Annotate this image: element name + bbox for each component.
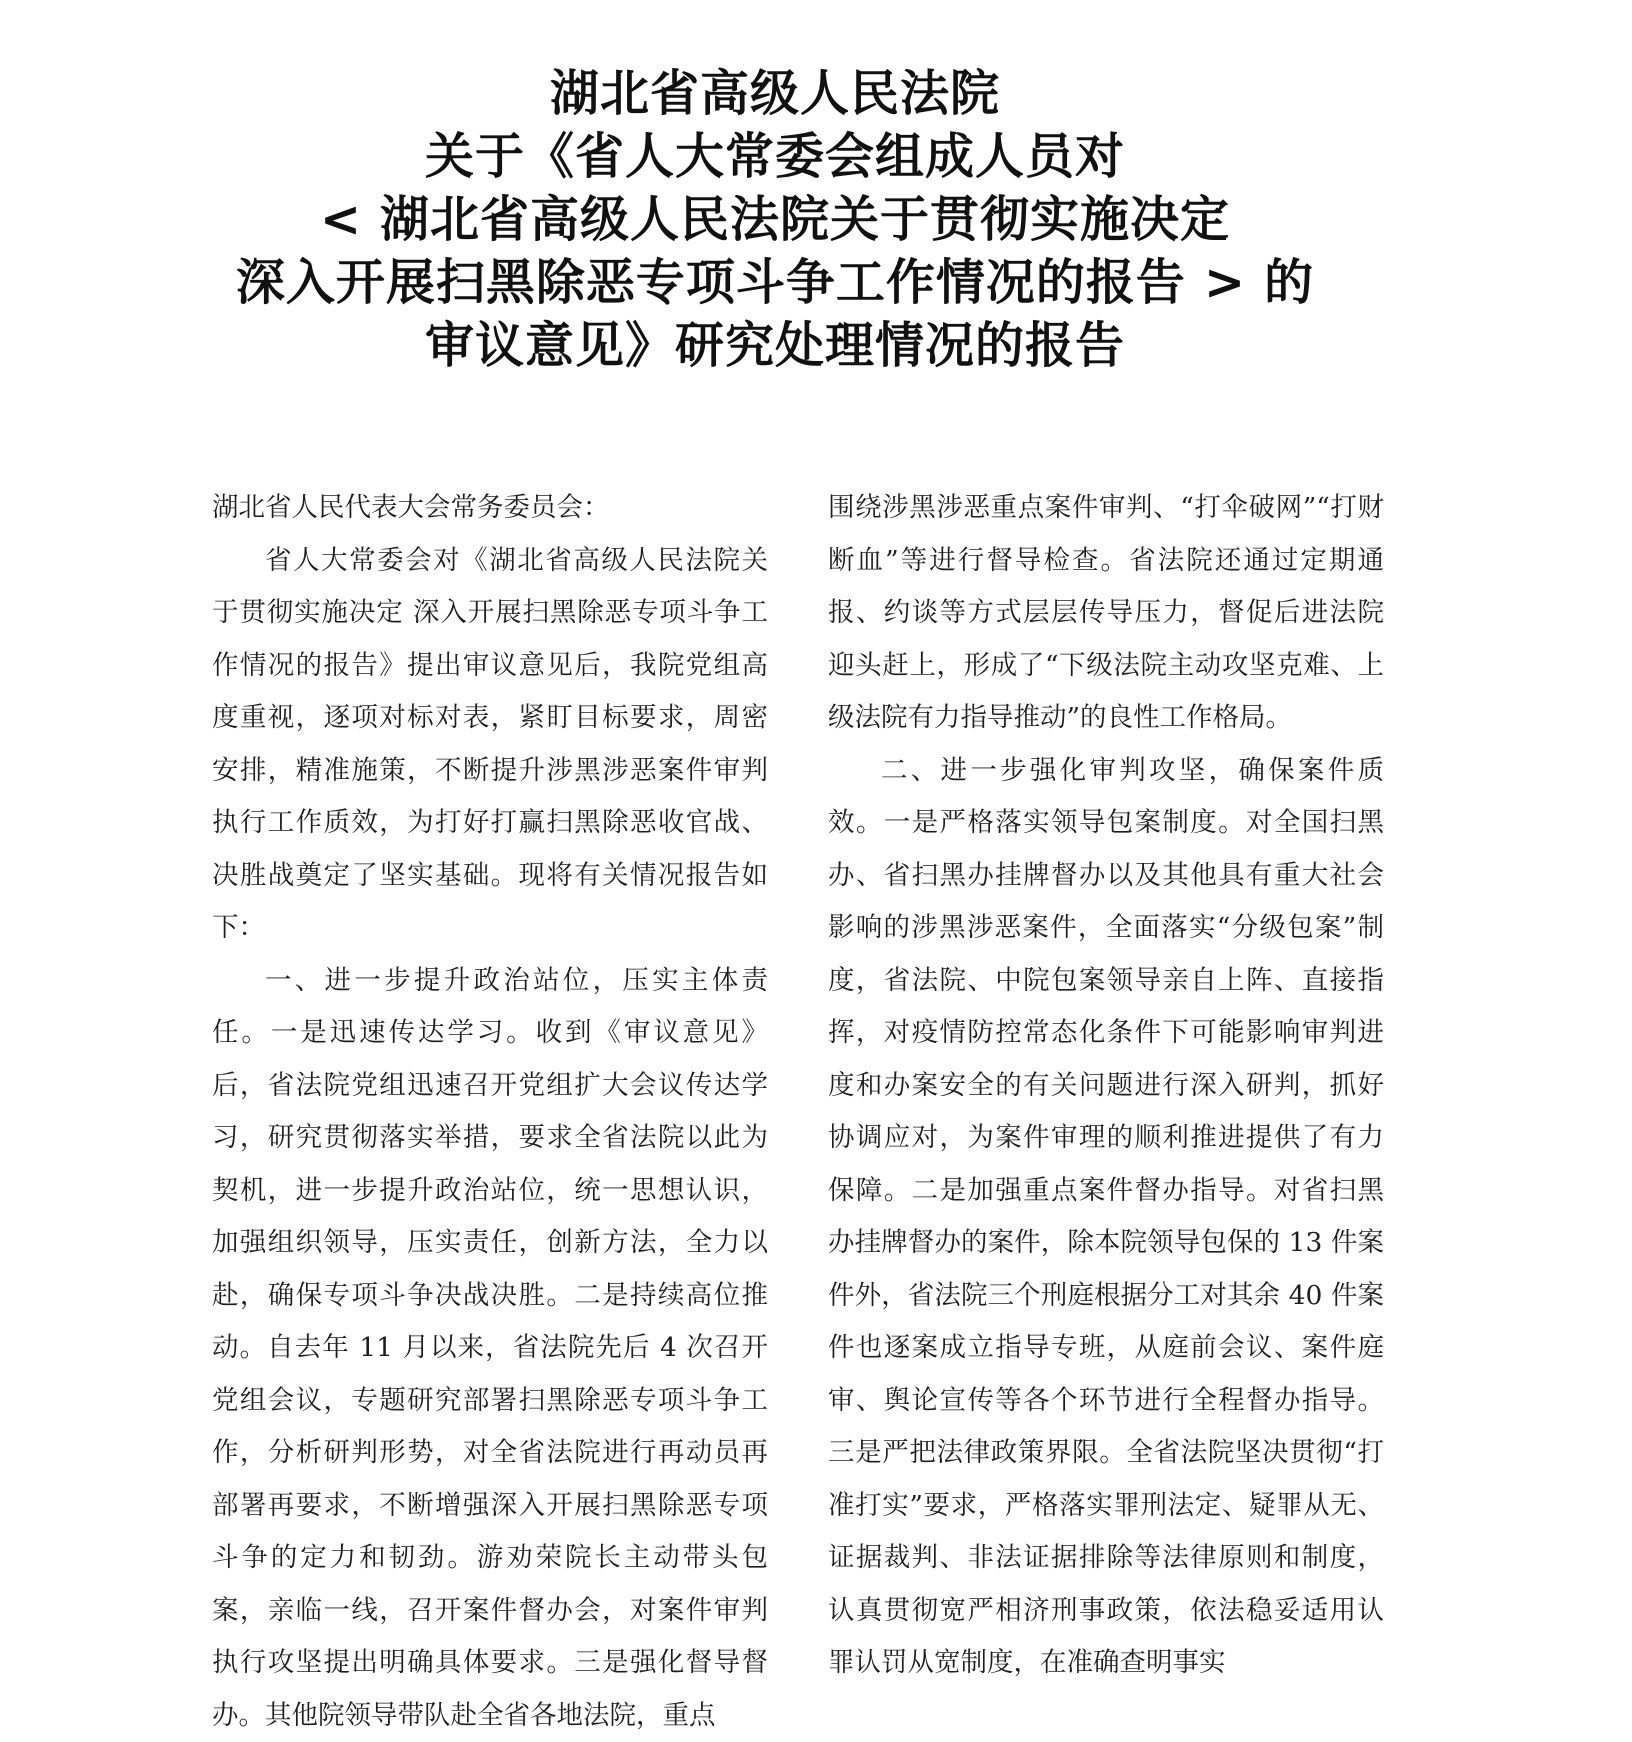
section-one-continuation: 围绕涉黑涉恶重点案件审判、“打伞破网”“打财断血”等进行督导检查。省法院还通过定期通报、约谈等方式层层传导压力，督促后进法院迎头赶上，形成了“下级法院主动攻坚克难、上级法院有力指导推动”的良性工作格局。 (828, 482, 1384, 745)
title-line-5: 审议意见》研究处理情况的报告 (200, 314, 1350, 377)
section-two-paragraph: 二、进一步强化审判攻坚，确保案件质效。一是严格落实领导包案制度。对全国扫黑办、省扫黑办挂牌督办以及其他具有重大社会影响的涉黑涉恶案件，全面落实“分级包案”制度，省法院、中院包案领导亲自上阵、直接指挥，对疫情防控常态化条件下可能影响审判进度和办案安全的有关问题进行深入研判，抓好协调应对，为案件审理的顺利推进提供了有力保障。二是加强重点案件督办指导。对省扫黑办挂牌督办的案件，除本院领导包保的 13 件案件外，省法院三个刑庭根据分工对其余 40 件案件也逐案成立指导专班，从庭前会议、案件庭审、舆论宣传等各个环节进行全程督办指导。三是严把法律政策界限。全省法院坚决贯彻“打准打实”要求，严格落实罪刑法定、疑罪从无、证据裁判、非法证据排除等法律原则和制度，认真贯彻宽严相济刑事政策，依法稳妥适用认罪认罚从宽制度，在准确查明事实 (828, 745, 1384, 1690)
title-line-4: 深入开展扫黑除恶专项斗争工作情况的报告 > 的 (200, 251, 1350, 314)
document-title (200, 62, 1350, 377)
section-one-paragraph: 一、进一步提升政治站位，压实主体责任。一是迅速传达学习。收到《审议意见》后，省法院党组迅速召开党组扩大会议传达学习，研究贯彻落实举措，要求全省法院以此为契机，进一步提升政治站位，统一思想认识，加强组织领导，压实责任，创新方法，全力以赴，确保专项斗争决战决胜。二是持续高位推动。自去年 11 月以来，省法院先后 4 次召开党组会议，专题研究部署扫黑除恶专项斗争工作，分析研判形势，对全省法院进行再动员再部署再要求，不断增强深入开展扫黑除恶专项斗争的定力和韧劲。游劝荣院长主动带头包案，亲临一线，召开案件督办会，对案件审判执行攻坚提出明确具体要求。三是强化督导督办。其他院领导带队赴全省各地法院，重点 (212, 955, 768, 1742)
right-column (828, 482, 1384, 1690)
title-line-1: 湖北省高级人民法院 (200, 62, 1350, 125)
intro-paragraph: 省人大常委会对《湖北省高级人民法院关于贯彻实施决定 深入开展扫黑除恶专项斗争工作情况的报告》提出审议意见后，我院党组高度重视，逐项对标对表，紧盯目标要求，周密安排，精准施策，不断提升涉黑涉恶案件审判执行工作质效，为打好打赢扫黑除恶收官战、决胜战奠定了坚实基础。现将有关情况报告如下： (212, 535, 768, 955)
salutation: 湖北省人民代表大会常务委员会： (212, 482, 768, 535)
title-line-3: < 湖北省高级人民法院关于贯彻实施决定 (200, 188, 1350, 251)
title-line-2: 关于《省人大常委会组成人员对 (200, 125, 1350, 188)
left-column (212, 482, 768, 1742)
